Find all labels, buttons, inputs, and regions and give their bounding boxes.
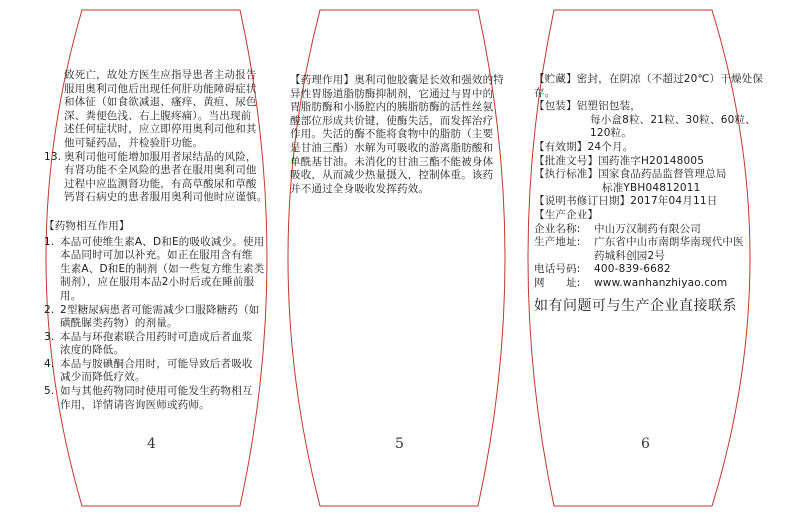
text-line: 深、粪便色浅、右上腹疼痛）。当出现前 [64,109,252,122]
address-value: 广东省中山市南朗华南现代中医 [594,236,744,249]
text-line: 并不通过全身吸收发挥药效。 [290,182,430,195]
manufacturer-title: 【生产企业】 [534,208,599,221]
standard-detail: 标准YBH04812011 [602,181,701,194]
text-line: 浓度的降低。 [60,344,125,357]
text-line: 生素A、D和E的制剂（如一些复方维生素类 [60,262,265,275]
interaction-item [44,331,268,358]
interaction-item [44,385,268,412]
text-line: 单酰基甘油。未消化的甘油三酯不能被身体 [290,155,494,168]
text-line: 制剂），应在服用本品2小时后或在睡前服用。 [60,276,255,302]
text-line: 本品同时可加以补充。如正在服用含有维 [60,249,253,262]
text-line: 和体征（如食欲减退、瘙痒、黄疸、尿色 [64,96,257,109]
phone-value: 400-839-6682 [594,263,671,276]
company-row [534,223,764,237]
precaution-continued [44,69,268,151]
panel-middle [290,74,508,196]
text-line: 致死亡，故处方医生应指导患者主动报告 [64,69,257,81]
address-label: 生产地址: [534,236,581,249]
page-number: 4 [147,436,156,452]
interaction-item [44,304,268,331]
panel-right [534,73,764,316]
page-number: 5 [395,436,404,452]
text-line: 有肾功能不全风险的患者在服用奥利司他 [64,164,257,177]
text-line: 磺酰脲类药物）的剂量。 [60,317,178,330]
address-row [534,236,764,263]
revision-date-line: 【说明书修订日期】2017年04月11日 [534,195,718,208]
text-line: 减少而降低疗效。 [60,371,146,384]
text-line: 是甘油三酯）水解为可吸收的游离脂肪酸和 [290,141,494,154]
item-number: 3. [44,330,55,343]
text-line: 异性胃肠道脂肪酶抑制剂，它通过与胃中的 [290,87,494,100]
text-line: 钙肾石病史的患者服用奥利司他时应谨慎。 [64,191,268,204]
storage-line: 【贮藏】密封，在阴凉（不超过20℃）干燥处保存。 [534,73,764,99]
address-value: 药城科创园2号 [594,249,666,262]
interaction-item [44,236,268,304]
text-line: 服用奥利司他后出现任何肝功能障碍症状 [64,82,257,95]
contact-note: 如有问题可与生产企业直接联系 [534,297,737,314]
text-line: 本品与环孢素联合用药时可造成后者血浆 [60,330,253,343]
text-line: 本品可使维生素A、D和E的吸收减少。使用 [60,235,265,248]
website-value: www.wanhanzhiyao.com [594,276,728,289]
item-number: 4. [44,357,55,370]
website-row [534,277,764,291]
precaution-item-13 [44,151,268,205]
company-value: 中山万汉制药有限公司 [594,222,701,235]
text-line: 吸收，从而减少热量摄入，控制体重。该药 [290,169,494,182]
text-line: 本品与胺碘酮合用时，可能导致后者吸收 [60,357,253,370]
package-line: 【包装】铝塑铝包装， [534,100,641,113]
item-number: 5. [44,385,55,398]
pharmacology-section [290,74,508,196]
section-title-drug-interactions: 【药物相互作用】 [44,219,130,232]
phone-label: 电话号码: [534,263,581,276]
approval-number-line: 【批准文号】国药准字H20148005 [534,154,705,167]
phone-row [534,263,764,277]
text-line: 酸部位形成共价键，使酶失活，而发挥治疗 [290,114,494,127]
package-detail: 每小盒8粒、21粒、30粒、60粒、120粒。 [590,113,756,140]
text-line: 过程中应监测肾功能，有高草酸尿和草酸 [64,177,257,190]
website-label: 网 址: [534,276,581,289]
item-number: 1. [44,235,55,248]
page-number: 6 [641,436,650,452]
text-line: 他可疑药品，并检验肝功能。 [64,136,204,149]
text-line: 胃脂肪酶和小肠腔内的胰脂肪酶的活性丝氨 [290,101,494,114]
text-line: 作用。失活的酶不能将食物中的脂肪（主要 [290,128,494,141]
standard-line: 【执行标准】国家食品药品监督管理总局 [534,168,727,181]
text-line: 【药理作用】奥利司他胶囊是长效和强效的特 [290,74,504,86]
item-number: 2. [44,303,55,316]
text-line: 作用，详情请咨询医师或药师。 [60,398,210,411]
text-line: 奥利司他可能增加服用者尿结晶的风险， [64,150,257,163]
interaction-item [44,358,268,385]
panel-left [44,69,268,412]
text-line: 如与其他药物同时使用可能发生药物相互 [60,385,253,398]
text-line: 述任何症状时，应立即停用奥利司他和其 [64,123,257,136]
company-label: 企业名称: [534,222,581,235]
text-line: 2型糖尿病患者可能需减少口服降糖药（如 [60,303,260,316]
validity-line: 【有效期】24个月。 [534,140,634,153]
item-number: 13. [44,150,62,163]
